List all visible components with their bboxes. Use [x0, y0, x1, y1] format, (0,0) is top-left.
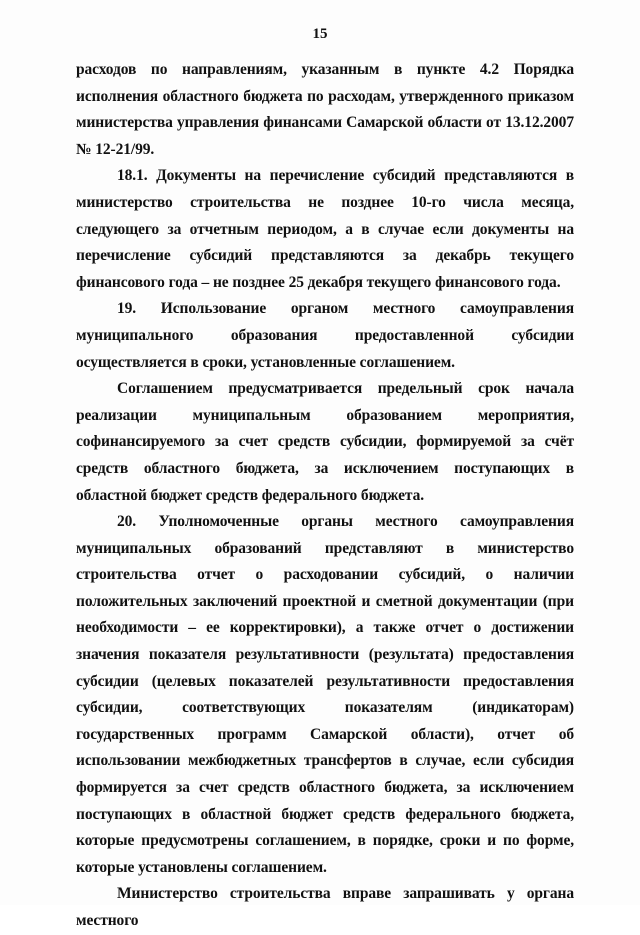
paragraph-18-1: 18.1. Документы на перечисление субсидий представляются в министерство строительства не позднее 10-го числа месяца, следующего за отчетным периодом, а в случае если документы на перечисление субсидий представляются за декабрь текущего финансового года – не позднее 25 декабря текущего финансового года. — [76, 167, 574, 291]
page-number: 15 — [312, 26, 328, 42]
document-body — [76, 57, 574, 935]
paragraph-continuation: расходов по направлениям, указанным в пункте 4.2 Порядка исполнения областного бюджета по расходам, утвержденного приказом министерства управления финансами Самарской области от 13.12.2007 № 12-21/99. — [76, 61, 574, 158]
paragraph-19: 19. Использование органом местного самоуправления муниципального образования предоставленной субсидии осуществляется в сроки, установленные соглашением. — [76, 300, 574, 371]
paragraph-agreement-term: Соглашением предусматривается предельный срок начала реализации муниципальным образованием мероприятия, софинансируемого за счет средств субсидии, формируемой за счёт средств областного бюджета, за исключением поступающих в областной бюджет средств федерального бюджета. — [76, 380, 574, 504]
paragraph-ministry-request: Министерство строительства вправе запрашивать у органа местного — [76, 885, 574, 929]
paragraph-20: 20. Уполномоченные органы местного самоуправления муниципальных образований представляют в министерство строительства отчет о расходовании субсидий, о наличии положительных заключений проектной и сметной документации (при необходимости – ее корректировки), а также отчет о достижении значения показателя результативности (результата) предоставления субсидии (целевых показателей результативности предоставления субсидии, соответствующих показателям (индикаторам) государственных программ Самарской области), отчет об использовании межбюджетных трансфертов в случае, если субсидия формируется за счет средств областного бюджета, за исключением поступающих в областной бюджет средств федерального бюджета, которые предусмотрены соглашением, в порядке, сроки и по форме, которые установлены соглашением. — [76, 513, 574, 876]
